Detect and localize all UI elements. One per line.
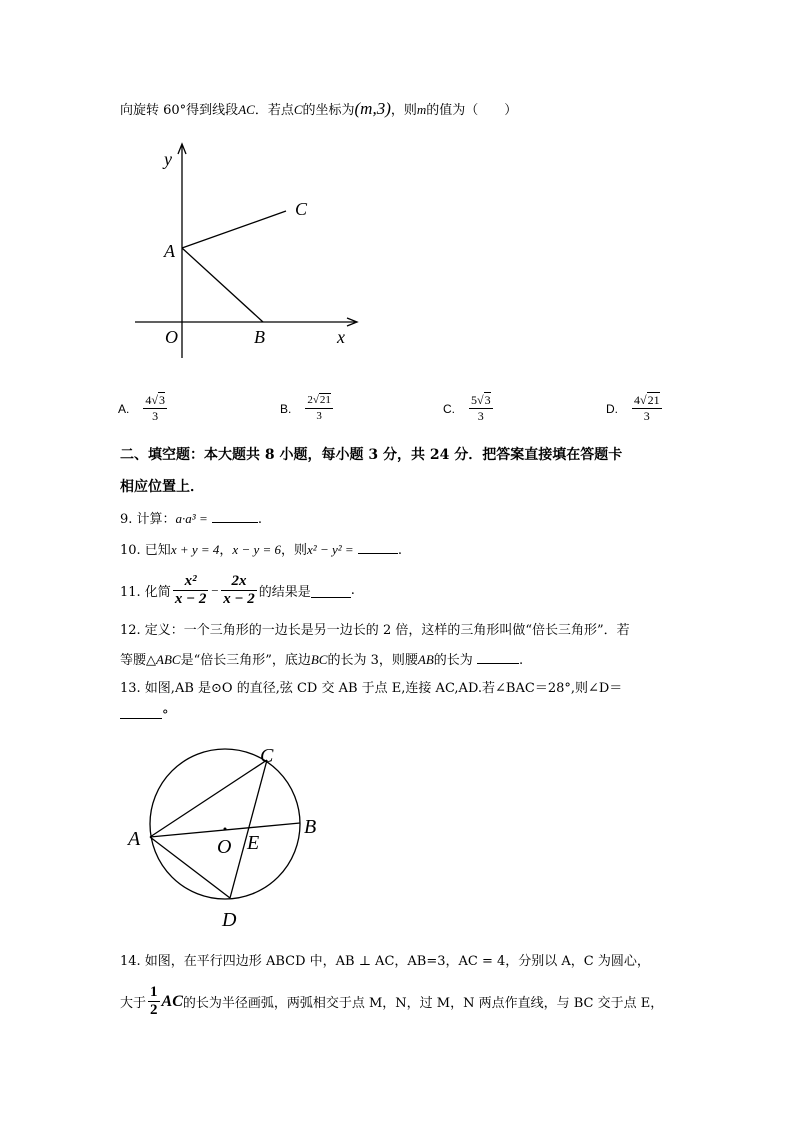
q8-var: m	[416, 102, 427, 117]
q9-expr: a·a³ =	[175, 511, 208, 526]
option-a-label: A.	[118, 401, 130, 416]
q13-line2: °	[120, 706, 169, 725]
option-d[interactable]: D. $\frac{4√21}{3}$	[606, 393, 660, 423]
q8-stem	[120, 100, 517, 120]
q14-half: $\frac{1}{2}$	[150, 984, 158, 1018]
center-point	[224, 828, 227, 831]
segment-ab	[182, 248, 263, 322]
section2-title: 二、填空题：本大题共 8 小题，每小题 3 分，共 24 分．把答案直接填在答题卡	[120, 447, 623, 463]
label-b: B	[304, 816, 317, 838]
label-a: A	[164, 241, 175, 261]
option-c-label: C.	[443, 401, 455, 416]
q9-answer-blank[interactable]	[212, 510, 258, 523]
q12-line1: 12. 定义：一个三角形的一边长是另一边长的 2 倍，这样的三角形叫做“倍长三角形”．若	[120, 623, 630, 638]
q8-coord: (m,3)	[354, 99, 391, 118]
label-c: C	[295, 199, 308, 219]
q8-stem-start: 向旋转 60°得到线段	[120, 103, 239, 118]
q14-line1: 14. 如图，在平行四边形 ABCD 中，AB ⊥ AC，AB=3，AC = 4，分别以 A，C 为圆心，	[120, 954, 650, 969]
label-c: C	[260, 745, 274, 767]
label-b: B	[254, 327, 265, 347]
q8-seg: AC	[238, 102, 255, 117]
circle-o	[150, 749, 300, 899]
q8-mid3: ，则	[390, 103, 417, 118]
q10: 10. 已知x + y = 4，x − y = 6，则x² − y² = .	[120, 542, 402, 558]
option-a[interactable]: A. $\frac{4√3}{3}$	[118, 393, 165, 423]
label-e: E	[247, 832, 260, 854]
section2-title-line2: 相应位置上．	[120, 479, 204, 495]
option-b[interactable]: B. $\frac{2√21}{3}$	[280, 394, 331, 422]
q14-line2: 大于 $\frac{1}{2}$ AC 的长为半径画弧，两弧相交于点 M，N，过 M，N 两点作直线，与 BC 交于点 E，	[120, 984, 664, 1018]
q8-mid2: 的坐标为	[302, 103, 355, 118]
figure-circle	[120, 740, 340, 935]
q12-answer-blank[interactable]	[477, 651, 519, 664]
q13-line1: 13. 如图,AB 是⊙O 的直径,弦 CD 交 AB 于点 E,连接 AC,AD.若∠BAC＝28°,则∠D＝	[120, 681, 623, 696]
label-o: O	[165, 327, 178, 347]
option-b-label: B.	[280, 401, 292, 416]
figure-coordinate	[125, 140, 370, 365]
q11-frac1: $\frac{\text{x²}}{x - 2}$	[174, 573, 207, 607]
segment-ac	[182, 211, 286, 248]
label-o: O	[217, 836, 232, 858]
label-a: A	[128, 828, 141, 850]
q13-answer-blank[interactable]	[120, 706, 162, 719]
q8-mid1: ．若点	[254, 103, 294, 118]
q8-end: 的值为（ ）	[426, 103, 518, 118]
q12-line2: 等腰△ABC是“倍长三角形”，底边BC的长为 3，则腰AB的长为 .	[120, 652, 524, 668]
q11: 11. 化简 $\frac{\text{x²}}{x - 2}$ − $\frac{2x}{x - 2}$ 的结果是 .	[120, 573, 355, 607]
q11-answer-blank[interactable]	[311, 583, 351, 598]
option-c[interactable]: C. $\frac{5√3}{3}$	[443, 393, 491, 423]
q10-answer-blank[interactable]	[358, 541, 398, 554]
option-d-label: D.	[606, 401, 618, 416]
label-x: x	[337, 327, 345, 347]
q9: 9. 计算：a·a³ = .	[120, 511, 262, 527]
q11-frac2: $\frac{2x}{x - 2}$	[223, 573, 255, 607]
label-y: y	[164, 149, 172, 169]
q8-pt: C	[293, 102, 303, 117]
label-d: D	[222, 909, 237, 931]
